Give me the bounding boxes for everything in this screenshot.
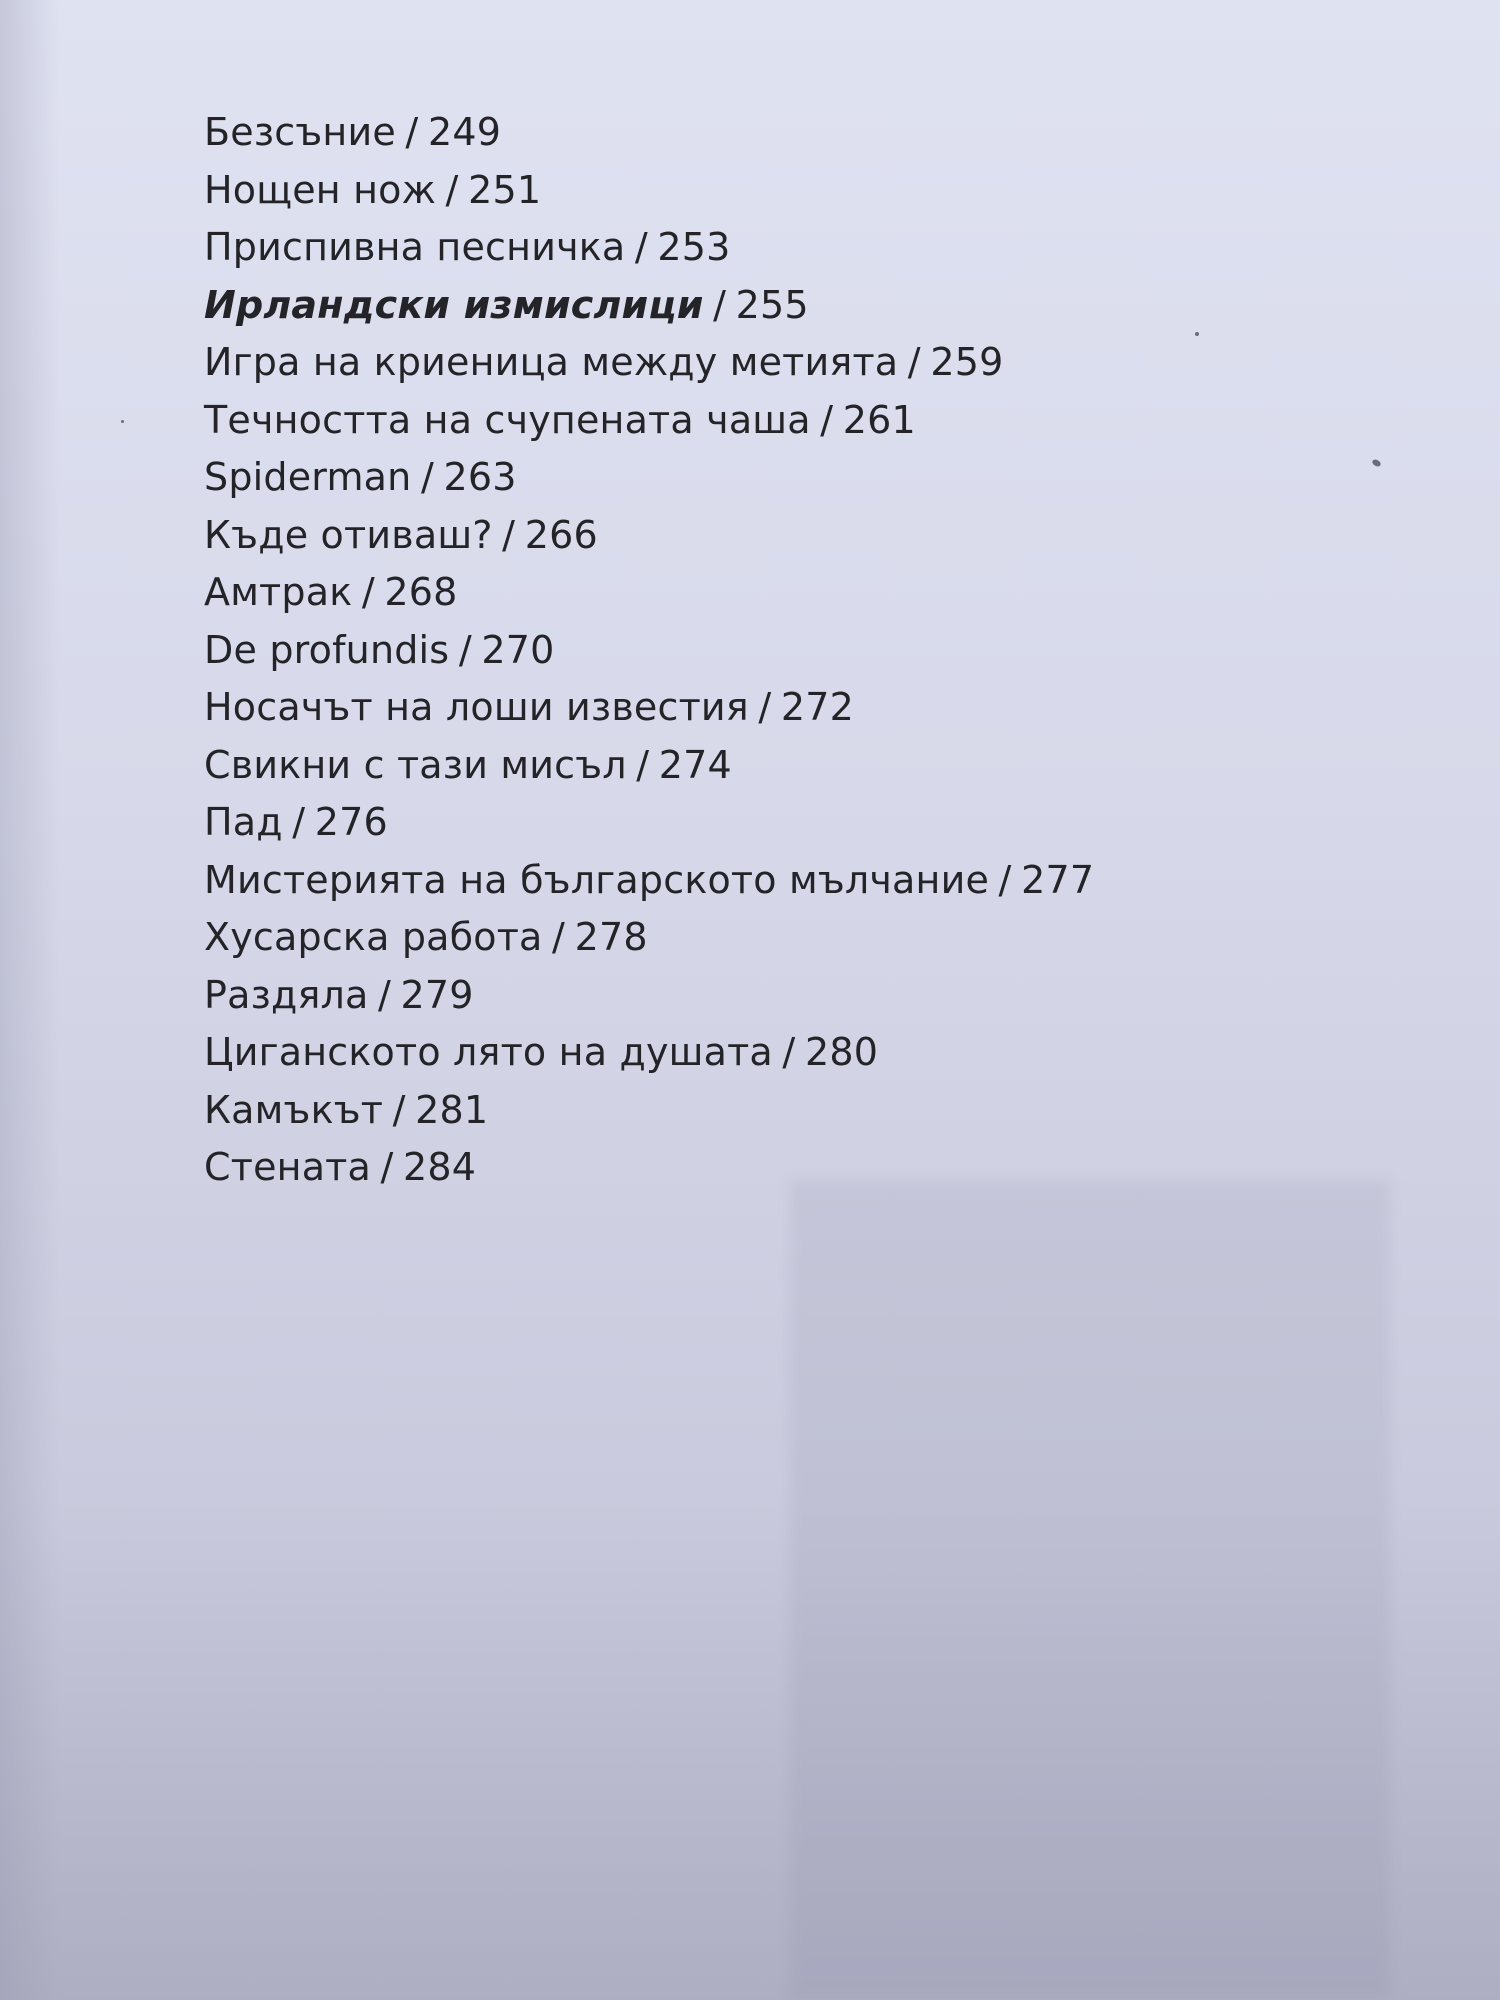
toc-entry-page-number: 276 — [314, 800, 388, 844]
toc-separator: / — [292, 800, 306, 844]
toc-entry-page-number: 251 — [468, 167, 542, 212]
toc-entry-title: Безсъние — [204, 110, 396, 154]
toc-separator: / — [361, 570, 375, 614]
toc-entry — [204, 622, 1094, 680]
toc-entry-page-number: 284 — [403, 1145, 477, 1189]
toc-separator: / — [502, 512, 516, 557]
toc-entry-title: Мистерията на българското мълчание — [204, 857, 990, 902]
toc-entry-page-number: 281 — [415, 1087, 489, 1132]
toc-entry-page-number: 274 — [658, 742, 732, 787]
toc-entry-title: Течността на счупената чаша — [204, 397, 811, 442]
toc-entry-title: De profundis — [204, 627, 450, 672]
toc-entry-title: Нощен нож — [204, 167, 437, 212]
toc-entry-title: Spiderman — [204, 455, 412, 499]
toc-entry — [204, 794, 1094, 852]
paper-speck — [121, 420, 124, 423]
toc-entry-page-number: 277 — [1021, 857, 1095, 902]
toc-entry-title: Пад — [204, 800, 283, 844]
toc-separator: / — [820, 397, 834, 442]
toc-separator: / — [998, 857, 1012, 902]
table-of-contents — [204, 104, 1094, 1197]
toc-entry-page-number: 261 — [842, 397, 916, 442]
toc-separator: / — [636, 742, 650, 787]
toc-entry-page-number: 272 — [780, 685, 855, 729]
toc-entry-page-number: 263 — [443, 455, 517, 499]
toc-separator: / — [420, 455, 434, 499]
toc-separator: / — [782, 1030, 796, 1074]
page-shadow-block — [790, 1180, 1390, 2000]
toc-entry-title: Носачът на лоши известия — [204, 685, 749, 729]
toc-entry-title: Камъкът — [204, 1087, 384, 1132]
toc-entry-page-number: 249 — [427, 110, 502, 154]
toc-entry-title: Ирландски измислици — [204, 282, 704, 327]
toc-entry — [204, 967, 1094, 1025]
toc-entry-page-number: 270 — [481, 627, 555, 672]
toc-separator: / — [713, 282, 727, 327]
toc-entry-page-number: 278 — [574, 915, 648, 959]
toc-entry — [204, 909, 1094, 967]
toc-entry — [204, 449, 1094, 507]
toc-separator: / — [445, 167, 459, 212]
toc-separator: / — [458, 627, 472, 672]
toc-entry — [204, 334, 1094, 392]
toc-entry — [204, 162, 1094, 220]
toc-entry-title: Игра на криеница между метията — [204, 340, 899, 384]
toc-entry-page-number: 279 — [400, 972, 474, 1017]
toc-entry-title: Хусарска работа — [204, 915, 543, 959]
toc-entry-page-number: 280 — [804, 1030, 879, 1074]
toc-entry — [204, 564, 1094, 622]
toc-separator: / — [405, 110, 419, 154]
toc-separator: / — [380, 1145, 394, 1189]
toc-separator: / — [634, 225, 648, 269]
toc-entry — [204, 219, 1094, 277]
toc-entry — [204, 737, 1094, 795]
toc-entry-page-number: 259 — [930, 340, 1004, 384]
toc-separator: / — [758, 685, 772, 729]
toc-entry-page-number: 266 — [524, 512, 598, 557]
toc-entry-title: Раздяла — [204, 972, 369, 1017]
toc-entry — [204, 1082, 1094, 1140]
toc-entry-title: Циганското лято на душата — [204, 1030, 773, 1074]
toc-entry-title: Амтрак — [204, 570, 353, 614]
toc-entry — [204, 1024, 1094, 1082]
toc-entry — [204, 1139, 1094, 1197]
toc-entry — [204, 392, 1094, 450]
paper-speck — [1371, 458, 1382, 468]
toc-entry — [204, 507, 1094, 565]
toc-entry — [204, 852, 1094, 910]
toc-entry-page-number: 255 — [735, 282, 809, 327]
toc-entry-title: Стената — [204, 1145, 372, 1189]
toc-entry — [204, 277, 1094, 335]
paper-speck — [1195, 332, 1199, 336]
toc-separator: / — [907, 340, 921, 384]
toc-separator: / — [378, 972, 392, 1017]
toc-entry — [204, 104, 1094, 162]
toc-entry-title: Свикни с тази мисъл — [204, 742, 627, 787]
toc-entry-page-number: 253 — [657, 225, 731, 269]
toc-entry-title: Къде отиваш? — [204, 512, 493, 557]
toc-entry-title: Приспивна песничка — [204, 225, 626, 269]
toc-separator: / — [392, 1087, 406, 1132]
toc-separator: / — [552, 915, 566, 959]
toc-entry — [204, 679, 1094, 737]
toc-entry-page-number: 268 — [384, 570, 458, 614]
